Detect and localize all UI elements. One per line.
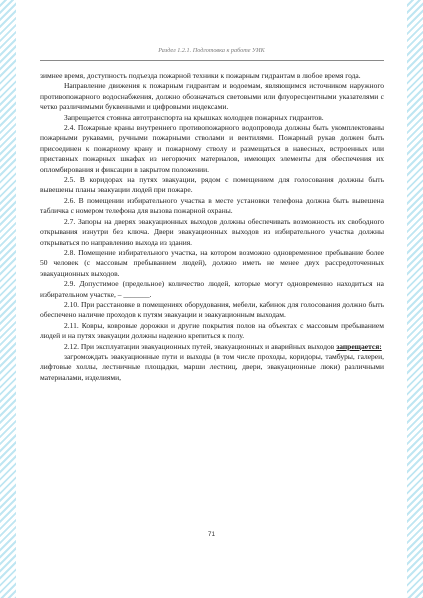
paragraph-2-5: 2.5. В коридорах на путях эвакуации, рядом с помещением для голосования должны быть вывешены планы эвакуации людей при пожаре. <box>40 175 384 195</box>
right-decorative-border <box>407 0 423 598</box>
paragraph-2-12 <box>40 342 384 352</box>
paragraph-2-4: 2.4. Пожарные краны внутреннего противопожарного водопровода должны быть укомплектованы пожарными рукавами, ручными пожарными стволами и вентилями. Пожарный рукав должен быть присоединен к пожарному крану и пожарному стволу и размещаться в навесных, встроенных или приставных пожарных шкафах из негорючих материалов, имеющих элементы для обеспечения их опломбирования и фиксации в закрытом положении. <box>40 123 384 174</box>
paragraph-2-8: 2.8. Помещение избирательного участка, на котором возможно одновременное пребывание более 50 человек (с массовым пребыванием людей), должно иметь не менее двух рассредоточенных эвакуационных выходов. <box>40 247 384 278</box>
paragraph-continuation: зимнее время, доступность подъезда пожарной техники к пожарным гидрантам в любое время года. <box>40 71 361 80</box>
paragraph-2-9: 2.9. Допустимое (предельное) количество людей, которые могут одновременно находиться на избирательном участке, – _______. <box>40 279 384 299</box>
prohibited-emphasis: запрещается: <box>336 341 382 351</box>
paragraph-2-11: 2.11. Ковры, ковровые дорожки и другие покрытия полов на объектах с массовым пребыванием людей и на путях эвакуации должны надежно крепиться к полу. <box>40 320 384 341</box>
paragraph-2-10: 2.10. При расстановке в помещениях оборудования, мебели, кабинок для голосования должно быть обеспечено наличие проходов к путям эвакуации и эвакуационным выходам. <box>40 299 384 320</box>
running-header: Раздел 1.2.1. Подготовка к работе УИК <box>158 47 265 54</box>
paragraph-2-7: 2.7. Запоры на дверях эвакуационных выходов должны обеспечивать возможность их свободного открывания изнутри без ключа. Двери эвакуационных выходов из избирательного участка должны открываться по направлению выхода из здания. <box>40 216 384 247</box>
paragraph-hydrant-signs: Направление движения к пожарным гидрантам и водоемам, являющимся источником наружного противопожарного водоснабжения, должно обозначаться световыми или флуоресцентными указателями с четко различимыми буквенными и цифровыми индексами. <box>40 81 384 112</box>
paragraph-prohibited-list: загромождать эвакуационные пути и выходы (в том числе проходы, коридоры, тамбуры, галереи, лифтовые холлы, лестничные площадки, марши лестниц, двери, эвакуационные люки) различными материалами, изделиями, <box>40 351 384 382</box>
paragraph-parking-ban: Запрещается стоянка автотранспорта на крышках колодцев пожарных гидрантов. <box>64 112 324 122</box>
paragraph-2-6: 2.6. В помещении избирательного участка в месте установки телефона должна быть вывешена табличка с номером телефона для вызова пожарной охраны. <box>40 195 384 216</box>
left-decorative-border <box>0 0 16 598</box>
header-rule <box>40 60 384 61</box>
paragraph-2-12-text: 2.12. При эксплуатации эвакуационных путей, эвакуационных и аварийных выходов <box>64 341 337 351</box>
document-body <box>40 71 384 383</box>
page-number: 71 <box>207 531 216 538</box>
